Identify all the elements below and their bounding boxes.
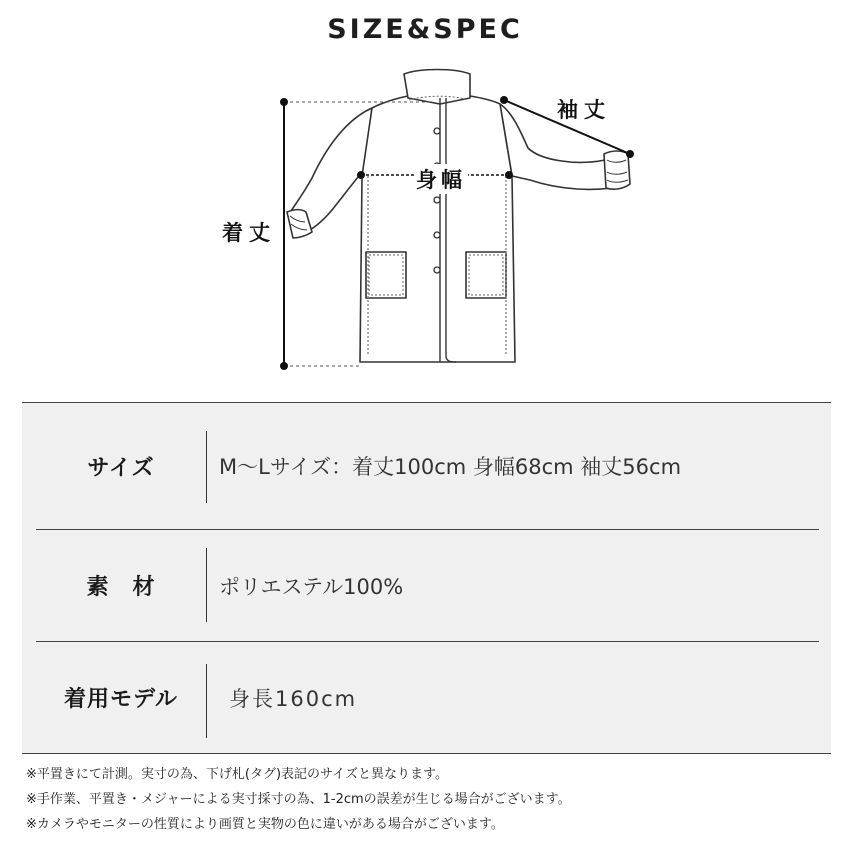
coat-measurement-diagram bbox=[0, 60, 850, 380]
spec-value: 身長160cm bbox=[229, 686, 358, 711]
right-pocket bbox=[466, 252, 506, 298]
spec-label: 着用モデル bbox=[64, 687, 178, 712]
button bbox=[434, 128, 440, 134]
coat-illustration bbox=[0, 60, 850, 380]
spec-row-material bbox=[36, 530, 819, 642]
button bbox=[434, 232, 440, 238]
notes bbox=[26, 762, 826, 837]
left-pocket bbox=[366, 252, 406, 298]
note-line: ※手作業、平置き・メジャーによる実寸採寸の為、1-2cmの誤差が生じる場合がございます。 bbox=[26, 792, 571, 807]
divider bbox=[206, 431, 207, 503]
spec-label: サイズ bbox=[87, 455, 155, 481]
spec-table bbox=[22, 402, 831, 754]
spec-row-model bbox=[36, 642, 819, 753]
spec-value: M〜Lサイズ：着丈100cm 身幅68cm 袖丈56cm bbox=[219, 455, 682, 479]
button bbox=[434, 197, 440, 203]
divider bbox=[206, 548, 207, 622]
button bbox=[434, 267, 440, 273]
spec-label: 素 材 bbox=[86, 575, 156, 600]
sleeve-label: 袖丈 bbox=[557, 98, 611, 122]
right-cuff bbox=[604, 151, 630, 189]
note-line: ※平置きにて計測。実寸の為、下げ札(タグ)表記のサイズと異なります。 bbox=[26, 767, 448, 782]
length-label: 着丈 bbox=[222, 221, 276, 245]
page-title: SIZE&SPEC bbox=[327, 14, 523, 45]
divider bbox=[206, 664, 207, 738]
coat-body bbox=[360, 96, 515, 362]
spec-value: ポリエステル100% bbox=[219, 574, 404, 599]
width-label: 身幅 bbox=[414, 164, 468, 194]
spec-row-size bbox=[36, 403, 819, 530]
note-line: ※カメラやモニターの性質により画質と実物の色に違いがある場合がございます。 bbox=[26, 817, 504, 832]
